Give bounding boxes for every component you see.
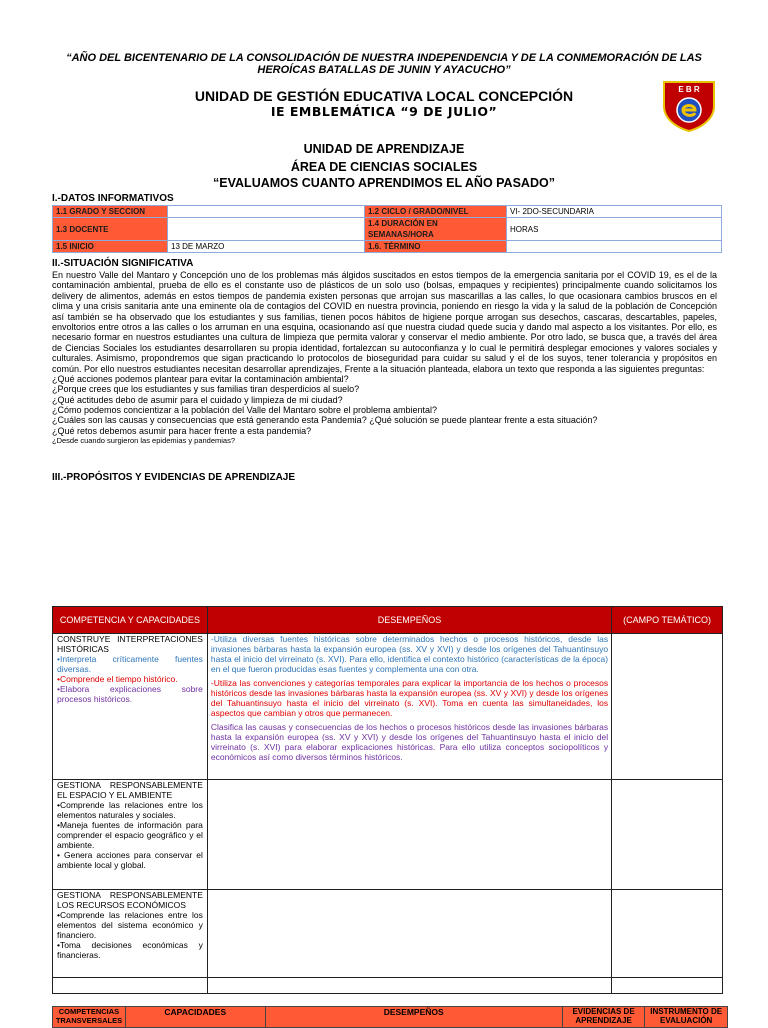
question-item: ¿Cómo podemos concientizar a la población del Valle del Mantaro sobre el problema ambiental?: [52, 404, 438, 415]
datos-value: [168, 206, 365, 218]
desempenos-cell: [207, 634, 611, 780]
datos-value: [507, 241, 722, 253]
datos-label: 1.1 GRADO Y SECCION: [53, 206, 168, 218]
competencia-cell: [53, 780, 208, 890]
school-name: IE EMBLEMÁTICA “9 DE JULIO”: [270, 104, 498, 119]
header-competencia: COMPETENCIA Y CAPACIDADES: [53, 607, 208, 634]
datos-row: [53, 218, 722, 241]
situacion-block: [52, 270, 717, 446]
datos-label: 1.5 INICIO: [53, 241, 168, 253]
question-item: ¿Porque crees que los estudiantes y sus familias tiran desperdicios al suelo?: [52, 384, 360, 395]
question-item: ¿Qué acciones podemos plantear para evitar la contaminación ambiental?: [52, 374, 349, 385]
header-desempenos: DESEMPEÑOS: [207, 607, 611, 634]
header-evidencias: EVIDENCIAS DE APRENDIZAJE: [562, 1007, 645, 1028]
datos-value: HORAS: [507, 218, 722, 241]
datos-value: VI- 2DO-SECUNDARIA: [507, 206, 722, 218]
header-campo-tematico: (CAMPO TEMÁTICO): [612, 607, 723, 634]
campo-tematico-cell: [612, 780, 723, 890]
area-title: ÁREA DE CIENCIAS SOCIALES: [290, 160, 478, 174]
desempenos-cell: [207, 780, 611, 890]
datos-value: 13 DE MARZO: [168, 241, 365, 253]
situacion-paragraph: En nuestro Valle del Mantaro y Concepción uno de los problemas más álgidos suscitados en estos tiempos de la emergencia sanitaria por el COVID 19, es el de la contaminación ambiental, prueba de ello es el constante uso de plásticos de un solo uso (bolsas, empaques y recipientes) principalmente cuando solicitamos los delivery de alimentos, además en estos tiempos de pandemia existen personas que arrojan sus mascarillas a las calles, lo que ocasionara cambios bruscos en el clima y una crisis sanitaria ante una eminente ola de contagios del COVID en nuestra provincia, poniendo en riesgo la vida y la salud de la población de Concepción así también se ha observado que los estudiantes y sus familias, tienen pocos hábitos de higiene porque arrogan sus desechos, cascaras, descartables, papeles, envoltorios entre otros a las calles o los arruman en una esquina, ocasionando así que nuestra ciudad quede sucia y dando mal aspecto a los visitantes. Por ello, es necesario formar en nuestros estudiantes una cultura de limpieza que permita valorar y conservar el medio ambiente. Por otro lado, se busca que, a través del área de Ciencias Sociales los estudiantes desarrollaren su propia identidad, fortalezcan su autoconfianza y lo cual le permitirá desplegar emociones y valores sociales y culturales. Asimismo, propondremos que sigan practicando lo protocolos de bioseguridad para cuidar su salud y el de los suyos, tener tolerancia y propósitos en común. Por ello nuestros estudiantes necesitan desarrollar aprendizajes, Frente a la situación planteada, elabora un texto que responda a las siguientes preguntas:: [52, 270, 717, 374]
datos-table: [52, 205, 722, 253]
desempeno-item: -Utiliza diversas fuentes históricas sobre determinados hechos o procesos históricos, desde las invasiones bárbaras hasta la expansión europea (ss. XV y XVI) y desde los orígenes del Tahuantinsuyo hasta el inicio del virreinato (s. XVI). Para ello, identifica el contexto histórico (características de la época) en el que fueron producidas esas fuentes y complementa una con otra.: [210, 634, 609, 674]
ugel-title: UNIDAD DE GESTIÓN EDUCATIVA LOCAL CONCEPCIÓN: [194, 88, 574, 104]
desempeno-item: Clasifica las causas y consecuencias de los hechos o procesos históricos desde las invasiones bárbaras hasta la expansión europea (ss. XV y XVI) y desde los orígenes del Tahuantinsuyo hasta el inicio del virreinato (s. XVI) para elaborar explicaciones históricas. Para ello utiliza conceptos sociopolíticos y económicos así como diversos términos históricos.: [210, 722, 609, 762]
empty-cell: [207, 978, 611, 994]
section-heading-situacion: II.-SITUACIÓN SIGNIFICATIVA: [52, 258, 194, 269]
school-shield-logo: [660, 78, 718, 132]
datos-label: 1.2 CICLO / GRADO/NIVEL: [365, 206, 507, 218]
desempenos-cell: [207, 890, 611, 978]
empty-cell: [612, 978, 723, 994]
table-row: [53, 978, 723, 994]
datos-label: 1.3 DOCENTE: [53, 218, 168, 241]
campo-tematico-cell: [612, 890, 723, 978]
header-capacidades: CAPACIDADES: [125, 1007, 265, 1028]
capacidad-item: •Comprende el tiempo histórico.: [57, 674, 178, 684]
capacidad-item: •Maneja fuentes de información para comprender el espacio geográfico y el ambiente.: [57, 820, 203, 850]
capacidad-item: •Elabora explicaciones sobre procesos históricos.: [57, 684, 203, 704]
header-desempenos: DESEMPEÑOS: [265, 1007, 562, 1028]
datos-row: [53, 241, 722, 253]
table-header-row: [53, 607, 723, 634]
question-item: ¿Qué actitudes debo de asumir para el cuidado y limpieza de mi ciudad?: [52, 394, 343, 405]
unit-name: “EVALUAMOS CUANTO APRENDIMOS EL AÑO PASADO”: [213, 176, 555, 190]
datos-label: 1.6. TÉRMINO: [365, 241, 507, 253]
unit-title: UNIDAD DE APRENDIZAJE: [303, 142, 465, 156]
capacidad-item: •Toma decisiones económicas y financieras.: [57, 940, 203, 960]
competencias-table: [52, 606, 723, 994]
motto-text: “AÑO DEL BICENTENARIO DE LA CONSOLIDACIÓN DE NUESTRA INDEPENDENCIA Y DE LA CONMEMORACIÓN DE LAS HEROÍCAS BATALLAS DE JUNIN Y AYACUCHO”: [66, 52, 702, 76]
competencia-cell: [53, 634, 208, 780]
competencia-cell: [53, 890, 208, 978]
capacidad-item: •Comprende las relaciones entre los elementos del sistema económico y financiero.: [57, 910, 203, 940]
desempeno-item: -Utiliza las convenciones y categorías temporales para explicar la importancia de los hechos o procesos históricos desde las invasiones bárbaras hasta la expansión europea (ss. XV y XVI) y desde los orígenes del Tahuantinsuyo hasta el inicio del virreinato (s. XVI). Toma en cuenta las simultaneidades, los aspectos que cambian y otros que permanecen.: [210, 678, 609, 718]
question-item: ¿Desde cuando surgieron las epidemias y pandemias?: [52, 435, 236, 445]
section-heading-datos: I.-DATOS INFORMATIVOS: [52, 193, 174, 204]
table-row: [53, 780, 723, 890]
table-row: [53, 634, 723, 780]
datos-value: [168, 218, 365, 241]
datos-row: [53, 206, 722, 218]
competencia-title: GESTIONA RESPONSABLEMENTE EL ESPACIO Y EL AMBIENTE: [57, 780, 203, 800]
capacidad-item: •Comprende las relaciones entre los elementos naturales y sociales.: [57, 800, 203, 820]
question-item: ¿Cuáles son las causas y consecuencias que está generando esta Pandemia? ¿Qué solución se puede plantear frente a esta situación?: [52, 415, 598, 426]
section-heading-propositos: III.-PROPÓSITOS Y EVIDENCIAS DE APRENDIZAJE: [52, 472, 296, 483]
table-row: [53, 890, 723, 978]
question-item: ¿Qué retos debemos asumir para hacer frente a esta pandemia?: [52, 425, 312, 436]
competencia-title: GESTIONA RESPONSABLEMENTE LOS RECURSOS ECONÓMICOS: [57, 890, 203, 910]
datos-label: 1.4 DURACIÓN EN SEMANAS/HORA: [365, 218, 507, 241]
transversales-table: [52, 1006, 728, 1028]
capacidad-item: •Interpreta críticamente fuentes diversas.: [57, 654, 203, 674]
empty-cell: [53, 978, 208, 994]
logo-letters: E B R: [678, 85, 700, 94]
competencia-title: CONSTRUYE INTERPRETACIONES HISTÓRICAS: [57, 634, 203, 654]
capacidad-item: • Genera acciones para conservar el ambiente local y global.: [57, 850, 203, 870]
table-header-row: [53, 1007, 728, 1028]
campo-tematico-cell: [612, 634, 723, 780]
header-instrumento: INSTRUMENTO DE EVALUACIÓN: [645, 1007, 728, 1028]
header-competencias-transversales: COMPETENCIAS TRANSVERSALES: [53, 1007, 126, 1028]
